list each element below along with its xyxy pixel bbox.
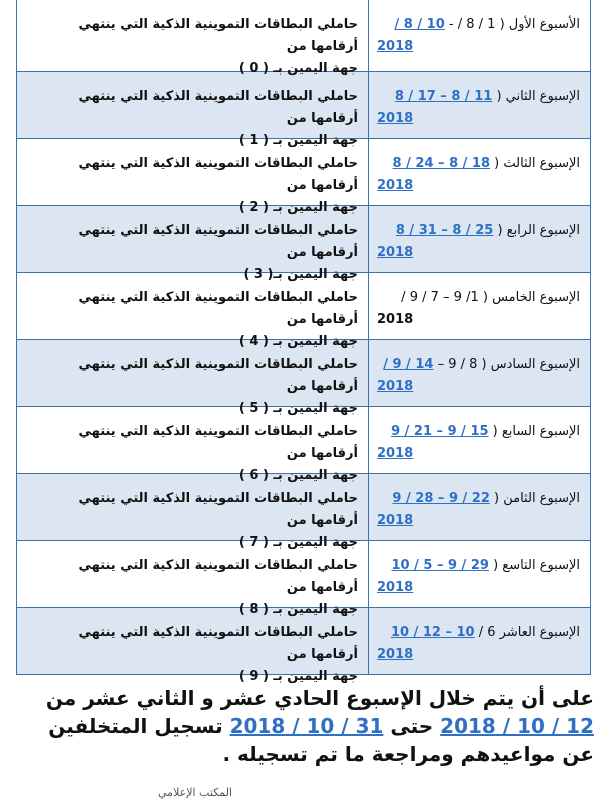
year-link[interactable]: 2018: [377, 446, 414, 461]
table-row: [17, 0, 590, 76]
group-text: جهة اليمين بـ ( 8 ): [238, 602, 358, 617]
holders-text: حاملي البطاقات التموينية الذكية التي ينتهي أرقامها من: [78, 290, 358, 327]
group-text: جهة اليمين بـ ( 7 ): [238, 535, 358, 550]
holders-text: حاملي البطاقات التموينية الذكية التي ينتهي أرقامها من: [78, 89, 358, 126]
year-link[interactable]: 2018: [377, 39, 414, 54]
week-cell: [368, 340, 590, 406]
description-cell: [17, 206, 368, 282]
description-cell: [17, 0, 368, 76]
week-label: الإسبوع الثاني (: [496, 89, 580, 104]
week-cell: [368, 608, 590, 674]
table-row: [17, 139, 590, 215]
week-label: الإسبوع السابع (: [492, 424, 580, 439]
date-link[interactable]: 11 / 8 – 17 / 8: [394, 89, 493, 104]
week-label: الإسبوع السادس ( 8 / 9 –: [437, 357, 580, 372]
group-text: جهة اليمين بـ( 3 ): [243, 267, 358, 282]
signature: المكتب الإعلامي: [158, 786, 232, 799]
holders-text: حاملي البطاقات التموينية الذكية التي ينتهي أرقامها من: [78, 491, 358, 528]
week-cell: [368, 206, 590, 272]
year-link[interactable]: 2018: [377, 245, 414, 260]
description-cell: [17, 608, 368, 684]
table-row: [17, 608, 590, 684]
description-cell: [17, 541, 368, 617]
note-text: حتى: [390, 714, 434, 738]
year-link[interactable]: 2018: [377, 111, 414, 126]
group-text: جهة اليمين بـ ( 6 ): [238, 468, 358, 483]
week-label: الإسبوع الرابع (: [497, 223, 580, 238]
week-label: الإسبوع العاشر 6 /: [478, 625, 580, 640]
year-link[interactable]: 2018: [377, 647, 414, 662]
year-link[interactable]: 2018: [377, 513, 414, 528]
group-text: جهة اليمين بـ ( 4 ): [238, 334, 358, 349]
holders-text: حاملي البطاقات التموينية الذكية التي ينتهي أرقامها من: [78, 223, 358, 260]
table-row: [17, 72, 590, 148]
date-link[interactable]: 15 / 9 – 21 / 9: [391, 424, 489, 439]
year-link[interactable]: 2018: [377, 379, 414, 394]
week-cell: [368, 407, 590, 473]
holders-text: حاملي البطاقات التموينية الذكية التي ينتهي أرقامها من: [78, 558, 358, 595]
description-cell: [17, 72, 368, 148]
group-text: جهة اليمين بـ ( 2 ): [238, 200, 358, 215]
table-row: [17, 273, 590, 349]
table-row: [17, 340, 590, 416]
week-cell: [368, 541, 590, 607]
table-row: [17, 474, 590, 550]
week-label: الإسبوع الثالث (: [494, 156, 580, 171]
date-link[interactable]: 18 / 8 – 24 / 8: [392, 156, 491, 171]
date-link[interactable]: 25 / 8 – 31 / 8: [395, 223, 494, 238]
week-cell: [368, 72, 590, 138]
year-link[interactable]: 2018: [377, 178, 414, 193]
date-link[interactable]: 29 / 9 – 5 / 10: [391, 558, 489, 573]
table-row: [17, 206, 590, 282]
table-row: [17, 407, 590, 483]
group-text: جهة اليمين بـ ( 0 ): [238, 61, 358, 76]
description-cell: [17, 407, 368, 483]
holders-text: حاملي البطاقات التموينية الذكية التي ينتهي أرقامها من: [78, 17, 358, 54]
week-label: الإسبوع الخامس ( 1/ 9 – 7 / 9 /: [401, 290, 580, 305]
date-link[interactable]: 14 / 9 /: [383, 357, 434, 372]
week-label: الإسبوع الثامن (: [494, 491, 580, 506]
note-start-date[interactable]: 12 / 10 / 2018: [440, 714, 594, 738]
week-label: الإسبوع التاسع (: [493, 558, 580, 573]
holders-text: حاملي البطاقات التموينية الذكية التي ينتهي أرقامها من: [78, 357, 358, 394]
registration-note: [14, 684, 594, 768]
holders-text: حاملي البطاقات التموينية الذكية التي ينتهي أرقامها من: [78, 156, 358, 193]
date-link[interactable]: 10 – 12 / 10: [390, 625, 475, 640]
group-text: جهة اليمين بـ ( 5 ): [238, 401, 358, 416]
week-cell: [368, 474, 590, 540]
description-cell: [17, 474, 368, 550]
date-link[interactable]: 22 / 9 – 28 / 9: [392, 491, 490, 506]
table-row: [17, 541, 590, 617]
holders-text: حاملي البطاقات التموينية الذكية التي ينتهي أرقامها من: [78, 625, 358, 662]
week-cell: [368, 139, 590, 205]
holders-text: حاملي البطاقات التموينية الذكية التي ينتهي أرقامها من: [78, 424, 358, 461]
description-cell: [17, 139, 368, 215]
note-text: تسجيل المتخلفين عن مواعيدهم ومراجعة ما تم تسجيله .: [48, 714, 594, 766]
date-link[interactable]: 10 / 8 /: [394, 17, 445, 32]
description-cell: [17, 340, 368, 416]
week-cell: [368, 273, 590, 339]
week-cell: [368, 0, 590, 71]
distribution-schedule-table: [16, 0, 591, 684]
group-text: جهة اليمين بـ ( 9 ): [238, 669, 358, 684]
note-end-date[interactable]: 31 / 10 / 2018: [229, 714, 384, 738]
description-cell: [17, 273, 368, 349]
week-label: الأسبوع الأول ( 1 / 8 / -: [448, 17, 580, 32]
year-link[interactable]: 2018: [377, 580, 414, 595]
year-text: 2018: [377, 312, 414, 327]
note-text: على أن يتم خلال الإسبوع الحادي عشر و الثاني عشر من: [45, 686, 594, 710]
group-text: جهة اليمين بـ ( 1 ): [238, 133, 358, 148]
